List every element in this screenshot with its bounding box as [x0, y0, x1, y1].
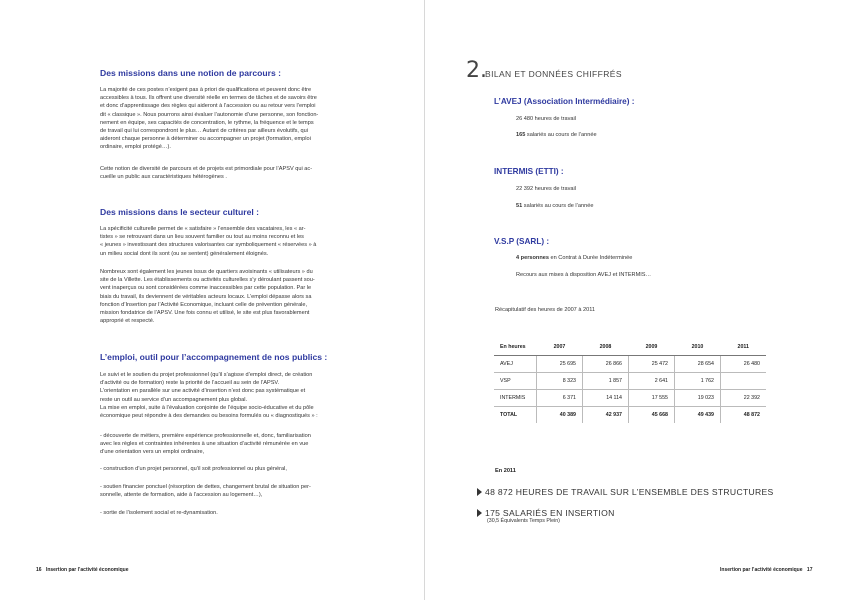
table-cell: 2 641 [629, 373, 675, 390]
page-number: 16 [36, 567, 42, 573]
text-line: reste un outil au service d’un accompagnement plus global. [100, 396, 248, 403]
paragraph [100, 432, 355, 457]
page-number: 17 [806, 567, 813, 573]
text-line: - construction d’un projet personnel, qu’il soit professionnel ou plus général, [100, 466, 287, 472]
table-cell [721, 373, 767, 390]
chapter-title: BILAN ET DONNÉES CHIFFRÉS [485, 69, 622, 79]
footer-label: Insertion par l’activité économique [45, 567, 129, 573]
highlight-hours [477, 487, 774, 497]
paragraph [100, 86, 355, 152]
section-title-culturel: Des missions dans le secteur culturel : [100, 207, 260, 217]
text-line: sonnelle, attente de formation, aide à l’accession au logement…), [100, 492, 263, 499]
text-line: mission fondatrice de l’APSV. Une fois connu et utilisé, le site est plus favorablement [100, 310, 310, 317]
table-header-cell: 2007 [537, 339, 583, 356]
text-line: « jeunes » investissant des structures valorisantes car symboliquement « réservées » à [100, 242, 317, 249]
table-cell: 45 668 [629, 407, 675, 424]
left-page [0, 0, 424, 600]
table-row [494, 356, 766, 373]
text-line: site de la Villette. Les établissements ou activités culturelles s’y déroulant passent sou- [100, 277, 315, 284]
table-header-cell: 2009 [629, 339, 675, 356]
paragraph [100, 465, 355, 473]
text-line: de travail qui lui correspondront le plus… Autant de critères par ailleurs évolutifs, qui [100, 128, 309, 135]
highlight-text: 48 872 HEURES DE TRAVAIL SUR L’ENSEMBLE DES STRUCTURES [485, 487, 774, 497]
table-cell: 28 654 [675, 356, 721, 373]
table-cell: 1 857 [583, 373, 629, 390]
paragraph [100, 165, 355, 181]
text-line: - découverte de métiers, première expérience professionnelle et, donc, familiarisation [100, 433, 311, 439]
text-line: Nombreux sont également les jeunes issus de quartiers avoisinants « utilisateurs » du [100, 269, 313, 275]
text-line: biais du travail, ils deviennent de véritables acteurs locaux. L’emploi dépasse alors sa [100, 293, 312, 300]
table-cell: TOTAL [500, 412, 518, 418]
table-cell: 14 114 [583, 390, 629, 407]
in-2011-label: En 2011 [495, 468, 516, 474]
triangle-arrow-icon [477, 509, 482, 517]
page-footer-right [720, 567, 815, 573]
paragraph [100, 509, 355, 517]
text-line: approprié et respecté. [100, 318, 155, 325]
text-line: ordinaire, emploi protégé…). [100, 144, 171, 151]
table-cell: AVEJ [494, 356, 537, 373]
table-row [494, 373, 766, 390]
text-line: nement en équipe, ses capacités de concentration, le rythme, la fréquence et le temps [100, 119, 314, 126]
table-cell: 22 392 [721, 390, 767, 407]
hours-table [494, 339, 766, 423]
text-line: vent inaperçus ou sont considérées comme inaccessibles par cette population. Par le [100, 285, 312, 292]
stat-line: 22 392 heures de travail [516, 186, 577, 192]
table-header-cell: 2010 [675, 339, 721, 356]
text-line: d’une orientation vers un emploi ordinaire, [100, 449, 205, 456]
table-row [494, 390, 766, 407]
stat-line: 26 480 heures de travail [516, 116, 577, 122]
text-line: La majorité de ces postes n’exigent pas à priori de qualifications et peuvent donc être [100, 87, 312, 93]
recap-label: Récapitulatif des heures de 2007 à 2011 [495, 307, 596, 313]
table-header-cell: 2008 [583, 339, 629, 356]
paragraph [100, 268, 355, 325]
triangle-arrow-icon [477, 488, 482, 496]
text-line: aideront chaque personne à déterminer ou accompagner un projet (formation, emploi [100, 136, 311, 143]
table-cell: 8 323 [537, 373, 583, 390]
paragraph [100, 483, 355, 499]
text-line: L’orientation en parallèle sur une activité d’insertion n’est donc pas systématique et [100, 388, 306, 395]
text-line: économique peut répondre à des demandes ou besoins formulés ou « diagnostiqués » : [100, 413, 318, 420]
text-line: Cette notion de diversité de parcours et de projets est primordiale pour l’APSV qui ac- [100, 166, 313, 172]
page-spine [424, 0, 425, 600]
text-line: La mise en emploi, suite à l’évaluation conjointe de l’équipe socio-éducative et du pôle [100, 404, 314, 411]
stat-line: 4 personnes en Contrat à Durée Indéterminée [516, 255, 633, 261]
org-title-avej: L’AVEJ (Association Intermédiaire) : [494, 97, 635, 106]
table-cell: 19 023 [675, 390, 721, 407]
text-line: Le suivi et le soutien du projet professionnel (qu’il s’agisse d’emploi direct, de création [100, 372, 313, 378]
text-line: d’activité ou de formation) reste la priorité de l’accueil au sein de l’APSV. [100, 380, 280, 387]
table-total-row [494, 407, 766, 424]
chapter-number: 2. [466, 58, 487, 83]
text-line: avec les règles et contraintes inhérentes à une situation d’activité rémunérée en vue [100, 441, 309, 448]
text-line: - sortie de l’isolement social et re-dynamisation. [100, 510, 218, 516]
highlight-subtext: (30,5 Équivalents Temps Plein) [487, 518, 560, 524]
text-line: accessibles à tous. Ils offrent une diversité réelle en termes de tâches et de savoirs être [100, 95, 317, 102]
text-line: - soutien financier ponctuel (résorption de dettes, changement brutal de situation per- [100, 484, 311, 490]
org-title-intermis: INTERMIS (ETTI) : [494, 167, 564, 176]
org-title-vsp: V.S.P (SARL) : [494, 237, 550, 246]
text-line: cueille un public aux caractéristiques hétérogènes . [100, 174, 227, 181]
page-footer-left [33, 567, 128, 573]
table-cell: 48 872 [721, 407, 767, 424]
section-title-emploi: L’emploi, outil pour l’accompagnement de nos publics : [100, 352, 328, 362]
text-line: un milieu social dont ils sont (ou se sentent) généralement éloignés. [100, 250, 269, 257]
table-cell: 26 480 [721, 356, 767, 373]
table-header-cell: En heures [494, 339, 537, 356]
footer-label: Insertion par l’activité économique [720, 567, 803, 573]
table-cell: VSP [494, 373, 537, 390]
table-header-row [494, 339, 766, 356]
highlight-text: 175 SALARIÉS EN INSERTION [485, 508, 615, 518]
text-line: fonction d’Insertion par l’Activité Economique, incluant celle de prévention générale, [100, 301, 308, 308]
stat-line: 165 salariés au cours de l’année [516, 132, 597, 138]
text-line: tistes » se retrouvant dans un lieu souvent familier ou tout au moins reconnu et les [100, 234, 304, 241]
text-line: La spécificité culturelle permet de « satisfaire » l’ensemble des vacataires, les « ar- [100, 226, 306, 232]
table-cell: 6 371 [537, 390, 583, 407]
table-cell: INTERMIS [494, 390, 537, 407]
table-cell: 26 866 [583, 356, 629, 373]
table-header-cell: 2011 [721, 339, 767, 356]
table-cell: 40 389 [537, 407, 583, 424]
text-line: et donc d’apprentissage des règles qui aideront à l’accession ou au retour vers l’emploi [100, 103, 316, 110]
table-cell: 25 695 [537, 356, 583, 373]
paragraph [100, 225, 355, 258]
highlight-salaries [477, 508, 615, 518]
table-cell: 49 439 [675, 407, 721, 424]
stat-line: Recours aux mises à disposition AVEJ et INTERMIS… [516, 272, 652, 278]
table-cell: 17 555 [629, 390, 675, 407]
text-line: dit « classique ». Nous pourrons ainsi évaluer l’autonomie d’une personne, son fonction- [100, 111, 319, 118]
stat-line: 51 salariés au cours de l’année [516, 203, 594, 209]
table-cell: 25 472 [629, 356, 675, 373]
paragraph [100, 371, 355, 420]
table-cell: 42 937 [583, 407, 629, 424]
section-title-parcours: Des missions dans une notion de parcours : [100, 68, 281, 78]
table-cell: 1 762 [675, 373, 721, 390]
